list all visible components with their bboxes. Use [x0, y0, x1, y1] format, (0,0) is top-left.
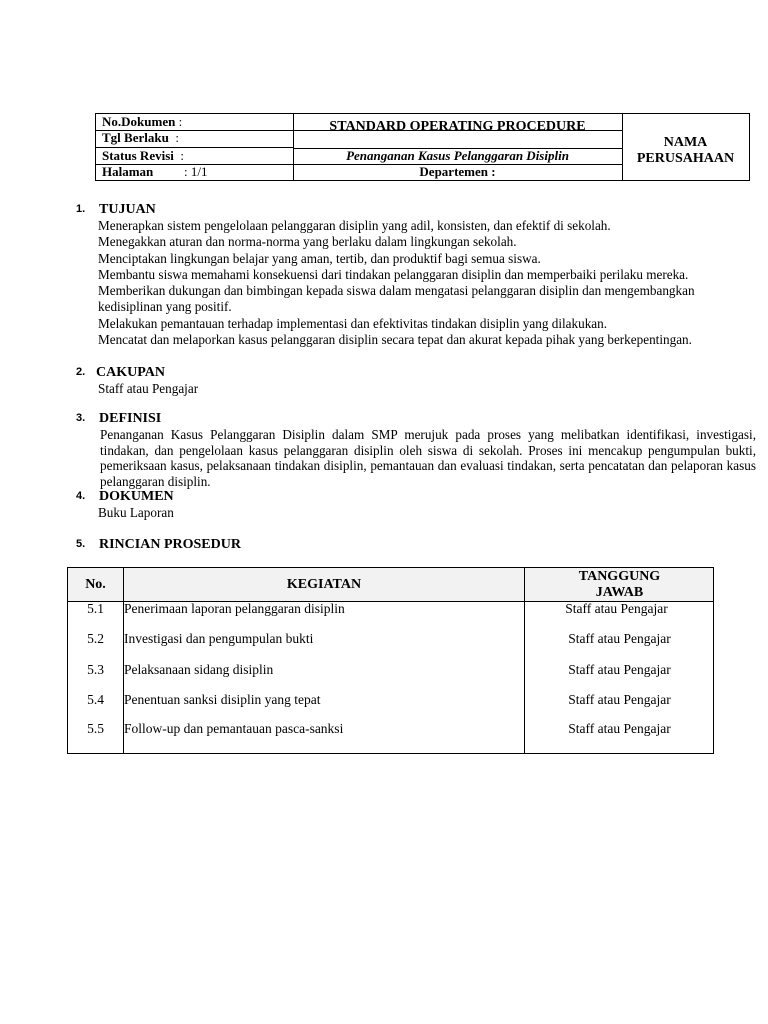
sop-subtitle: Penanganan Kasus Pelanggaran Disiplin	[346, 148, 569, 163]
table-row	[68, 721, 713, 751]
section-number: 5.	[76, 538, 86, 550]
tujuan-line: Memberikan dukungan dan bimbingan kepada siswa dalam mengatasi pelanggaran disiplin dan mengembangkan	[98, 283, 695, 299]
row-number: 5.4	[87, 692, 104, 707]
section-number: 1.	[76, 203, 86, 215]
tgl-berlaku-label: Tgl Berlaku	[102, 130, 169, 145]
tgl-berlaku-separator: :	[168, 130, 179, 145]
tujuan-line: Menerapkan sistem pengelolaan pelanggaran disiplin yang adil, konsisten, dan efektif di sekolah.	[98, 218, 611, 233]
table-row	[68, 601, 713, 631]
section-definisi	[76, 410, 758, 489]
departemen-field: Departemen :	[419, 164, 496, 179]
no-dokumen-field	[102, 114, 182, 130]
row-number: 5.1	[87, 601, 104, 616]
dokumen-text: Buku Laporan	[98, 505, 174, 520]
row-tanggung-jawab: Staff atau Pengajar	[568, 721, 671, 736]
tujuan-line: Menegakkan aturan dan norma-norma yang berlaku dalam lingkungan sekolah.	[98, 234, 517, 250]
halaman-field	[102, 164, 153, 180]
row-kegiatan: Pelaksanaan sidang disiplin	[124, 662, 274, 677]
table-row	[68, 692, 713, 722]
col-header-tanggung-jawab	[525, 568, 714, 602]
section-cakupan	[76, 364, 758, 397]
definisi-text: Penanganan Kasus Pelanggaran Disiplin dalam SMP merujuk pada proses yang melibatkan identifikasi, investigasi, tindakan, dan pengelolaan kasus pelanggaran disiplin oleh siswa di sekolah. Proses ini mencakup pengumpulan bukti, pemeriksaan kasus, pelaksanaan tindakan disiplin, pemantauan dan evaluasi tindakan, serta pencatatan dan pelaporan kasus pelanggaran disiplin.	[100, 427, 756, 489]
col-header-kegiatan: KEGIATAN	[286, 577, 362, 592]
section-dokumen	[76, 488, 758, 521]
row-kegiatan: Investigasi dan pengumpulan bukti	[124, 631, 314, 646]
status-revisi-label: Status Revisi	[102, 148, 174, 163]
section-title: CAKUPAN	[96, 365, 165, 380]
section-number: 2.	[76, 366, 86, 378]
row-tanggung-jawab: Staff atau Pengajar	[568, 692, 671, 707]
halaman-value: : 1/1	[184, 164, 208, 179]
row-kegiatan: Penerimaan laporan pelanggaran disiplin	[124, 601, 345, 616]
section-tujuan	[76, 201, 758, 348]
section-title: RINCIAN PROSEDUR	[99, 537, 241, 552]
status-revisi-separator: :	[173, 148, 184, 163]
tujuan-list	[98, 218, 758, 348]
section-title: DOKUMEN	[99, 489, 174, 504]
tujuan-line: Menciptakan lingkungan belajar yang aman, tertib, dan produktif bagi semua siswa.	[98, 250, 541, 266]
procedure-table	[67, 567, 714, 754]
section-title: TUJUAN	[99, 202, 156, 217]
tujuan-line: Membantu siswa memahami konsekuensi dari tindakan pelanggaran disiplin dan memperbaiki perilaku mereka.	[98, 266, 689, 282]
table-row	[68, 631, 713, 661]
section-title: DEFINISI	[99, 411, 162, 426]
row-number: 5.5	[87, 721, 104, 736]
sop-title: STANDARD OPERATING PROCEDURE	[329, 119, 586, 134]
row-kegiatan: Penentuan sanksi disiplin yang tepat	[124, 692, 321, 707]
tujuan-line: Melakukan pemantauan terhadap implementasi dan efektivitas tindakan disiplin yang dilakukan.	[98, 315, 608, 331]
row-kegiatan: Follow-up dan pemantauan pasca-sanksi	[124, 721, 344, 736]
row-tanggung-jawab: Staff atau Pengajar	[568, 662, 671, 677]
halaman-label: Halaman	[102, 164, 154, 179]
tujuan-line: Mencatat dan melaporkan kasus pelanggaran disiplin secara tepat dan akurat kepada pihak yang berkepentingan.	[98, 332, 692, 348]
row-tanggung-jawab: Staff atau Pengajar	[565, 601, 668, 616]
company-name-line1: NAMA	[663, 135, 708, 150]
document-header-table	[95, 113, 750, 181]
tujuan-line: kedisiplinan yang positif.	[98, 299, 232, 315]
company-name-line2: PERUSAHAAN	[636, 151, 735, 166]
section-rincian-prosedur	[76, 536, 758, 553]
table-row	[68, 662, 713, 692]
no-dokumen-label: No.Dokumen	[102, 114, 176, 129]
row-tanggung-jawab: Staff atau Pengajar	[568, 631, 671, 646]
col-header-tanggung-line2: JAWAB	[595, 585, 644, 600]
status-revisi-field	[102, 148, 184, 164]
row-number: 5.3	[87, 662, 104, 677]
section-number: 3.	[76, 412, 86, 424]
cakupan-text: Staff atau Pengajar	[98, 381, 199, 396]
col-header-no: No.	[85, 577, 106, 592]
col-header-tanggung-line1: TANGGUNG	[578, 569, 661, 584]
no-dokumen-separator: :	[175, 114, 183, 129]
tgl-berlaku-field	[102, 130, 179, 146]
row-number: 5.2	[87, 631, 104, 646]
section-number: 4.	[76, 490, 86, 502]
